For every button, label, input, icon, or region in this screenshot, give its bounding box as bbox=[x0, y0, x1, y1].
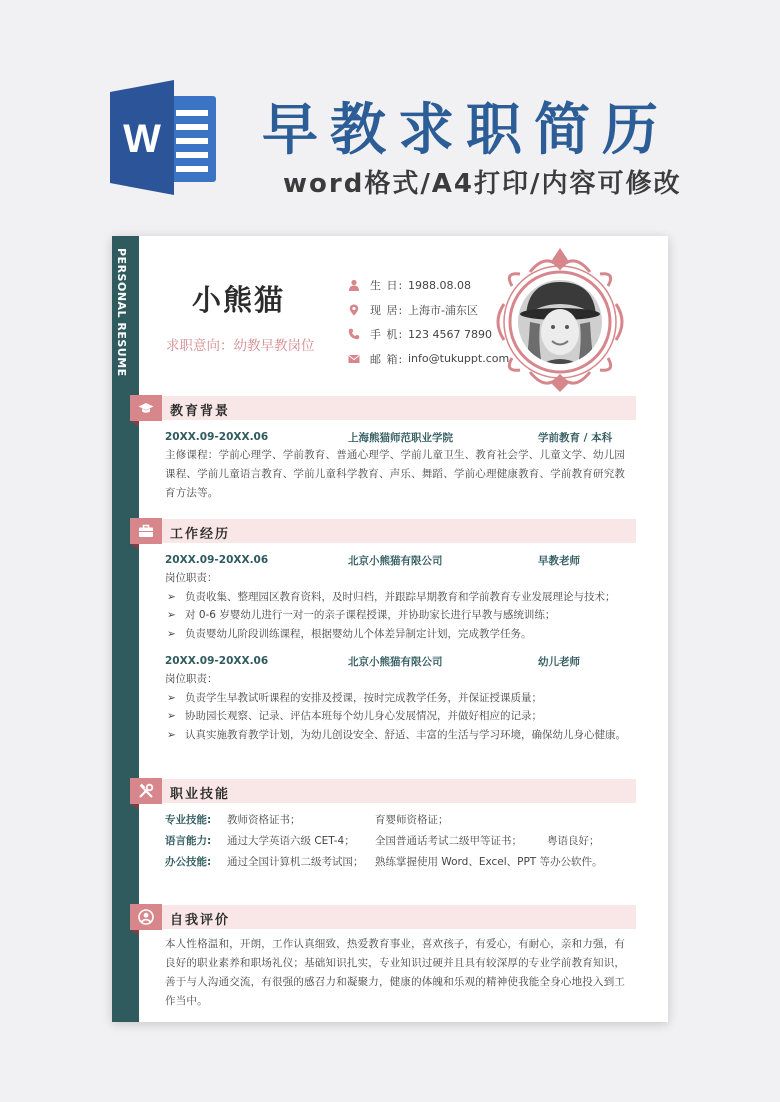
banner-subtitle: word格式/A4打印/内容可修改 bbox=[283, 169, 682, 199]
section-education-header bbox=[130, 396, 636, 420]
duty-item bbox=[165, 606, 635, 625]
education-block bbox=[165, 428, 635, 503]
education-school: 上海熊猫师范职业学院 bbox=[348, 431, 453, 444]
phone-icon bbox=[348, 328, 360, 340]
section-title: 工作经历 bbox=[170, 527, 231, 542]
duty-text: 认真实施教育教学计划，为幼儿创设安全、舒适、丰富的生活与学习环境，确保幼儿身心健康。 bbox=[185, 728, 626, 741]
section-skills-header bbox=[130, 779, 636, 803]
job-entry bbox=[165, 652, 635, 744]
section-title: 自我评价 bbox=[170, 913, 231, 928]
skill-label: 语言能力: bbox=[165, 835, 212, 847]
arrow-bullet-icon: ➢ bbox=[167, 609, 176, 621]
resume-page bbox=[112, 236, 668, 1022]
section-icon-box bbox=[130, 904, 162, 930]
contact-birthday bbox=[348, 273, 509, 298]
duty-text: 负责收集、整理园区教育资料，及时归档，并跟踪早期教育和学前教育专业发展理论与技术； bbox=[185, 590, 616, 603]
contact-label: 生 日: bbox=[370, 279, 404, 293]
duties-label: 岗位职责： bbox=[165, 572, 218, 584]
job-role: 早教老师 bbox=[538, 554, 580, 567]
skill-value: 教师资格证书； bbox=[227, 814, 301, 826]
skill-value: 通过大学英语六级 CET-4； bbox=[227, 835, 355, 847]
skill-label: 专业技能: bbox=[165, 814, 212, 826]
skill-row bbox=[165, 851, 635, 872]
contact-info bbox=[348, 273, 509, 371]
skill-value: 通过全国计算机二级考试国； bbox=[227, 856, 364, 868]
duty-text: 负责学生早教试听课程的安排及授课，按时完成教学任务，并保证授课质量； bbox=[185, 691, 542, 704]
skill-value: 育婴师资格证； bbox=[375, 814, 449, 826]
briefcase-icon bbox=[138, 523, 154, 539]
education-courses: 主修课程：学前心理学、学前教育、普通心理学、学前儿童卫生、教育社会学、儿童文学、幼儿园课程、学前儿童语言教育、学前儿童科学教育、声乐、舞蹈、学前心理健康教育、学前教育研究教育方法等。 bbox=[165, 449, 626, 499]
envelope-icon bbox=[348, 353, 360, 365]
job-period: 20XX.09-20XX.06 bbox=[165, 554, 269, 566]
location-pin-icon bbox=[348, 304, 360, 316]
skill-value: 熟练掌握使用 Word、Excel、PPT 等办公软件。 bbox=[375, 856, 603, 868]
skills-block bbox=[165, 809, 635, 872]
section-icon-box bbox=[130, 395, 162, 421]
graduation-cap-icon bbox=[138, 400, 154, 416]
duty-item bbox=[165, 726, 635, 745]
contact-phone bbox=[348, 322, 509, 347]
duty-text: 负责婴幼儿阶段训练课程，根据婴幼儿个体差异制定计划，完成教学任务。 bbox=[185, 627, 532, 640]
candidate-name: 小熊猫 bbox=[192, 283, 286, 317]
job-row bbox=[165, 551, 635, 569]
duty-text: 对 0-6 岁婴幼儿进行一对一的亲子课程授课，并协助家长进行早教与感统训练； bbox=[185, 609, 556, 621]
tools-icon bbox=[138, 783, 154, 799]
job-company: 北京小熊猫有限公司 bbox=[348, 554, 443, 567]
education-major: 学前教育 / 本科 bbox=[538, 431, 613, 444]
banner-title: 早教求职简历 bbox=[262, 98, 670, 163]
contact-label: 现 居: bbox=[370, 303, 404, 317]
contact-value: 123 4567 7890 bbox=[408, 327, 492, 341]
job-role: 幼儿老师 bbox=[538, 655, 580, 668]
section-title: 教育背景 bbox=[170, 404, 231, 419]
skill-value: 粤语良好； bbox=[547, 835, 600, 847]
arrow-bullet-icon: ➢ bbox=[167, 728, 176, 741]
section-work-header bbox=[130, 519, 636, 543]
word-logo-letter: W bbox=[123, 117, 161, 161]
section-self-eval-header bbox=[130, 905, 636, 929]
duty-item bbox=[165, 588, 635, 607]
contact-label: 手 机: bbox=[370, 328, 404, 342]
education-period: 20XX.09-20XX.06 bbox=[165, 431, 269, 443]
skill-value: 全国普通话考试二级甲等证书； bbox=[375, 835, 522, 847]
skill-label: 办公技能: bbox=[165, 856, 212, 868]
duty-item bbox=[165, 625, 635, 644]
contact-value: 上海市-浦东区 bbox=[408, 303, 478, 317]
skill-row bbox=[165, 830, 635, 851]
user-circle-icon bbox=[138, 909, 154, 925]
section-icon-box bbox=[130, 778, 162, 804]
job-entry bbox=[165, 551, 635, 643]
arrow-bullet-icon: ➢ bbox=[167, 627, 176, 640]
contact-value: 1988.08.08 bbox=[408, 278, 471, 292]
contact-residence bbox=[348, 298, 509, 323]
arrow-bullet-icon: ➢ bbox=[167, 691, 176, 704]
word-logo-icon bbox=[110, 80, 222, 195]
job-intent: 求职意向：幼教早教岗位 bbox=[166, 338, 315, 354]
section-icon-box bbox=[130, 518, 162, 544]
profile-photo bbox=[490, 242, 630, 394]
job-period: 20XX.09-20XX.06 bbox=[165, 655, 269, 667]
skill-row bbox=[165, 809, 635, 830]
self-eval-block bbox=[165, 935, 635, 1011]
duty-item bbox=[165, 707, 635, 726]
personal-resume-label: PERSONAL RESUME bbox=[115, 248, 128, 377]
duty-item bbox=[165, 689, 635, 708]
section-title: 职业技能 bbox=[170, 787, 231, 802]
self-eval-text: 本人性格温和，开朗，工作认真细致，热爱教育事业，喜欢孩子，有爱心，有耐心，亲和力强，有良好的职业素养和职场礼仪；基础知识扎实，专业知识过硬并且具有较深厚的专业学前教育知识，善于与人沟通交流，有很强的感召力和凝聚力，健康的体魄和乐观的精神使我能全身心地投入到工作当中。 bbox=[165, 938, 626, 1007]
job-row bbox=[165, 652, 635, 670]
contact-value: info@tukuppt.com bbox=[408, 352, 510, 366]
job-company: 北京小熊猫有限公司 bbox=[348, 655, 443, 668]
contact-label: 邮 箱: bbox=[370, 352, 404, 366]
person-icon bbox=[348, 279, 360, 291]
duties-label: 岗位职责： bbox=[165, 673, 218, 685]
education-row bbox=[165, 428, 635, 446]
arrow-bullet-icon: ➢ bbox=[167, 590, 176, 603]
arrow-bullet-icon: ➢ bbox=[167, 710, 176, 722]
duty-text: 协助园长观察、记录、评估本班每个幼儿身心发展情况，并做好相应的记录； bbox=[185, 710, 542, 722]
contact-email bbox=[348, 347, 509, 372]
